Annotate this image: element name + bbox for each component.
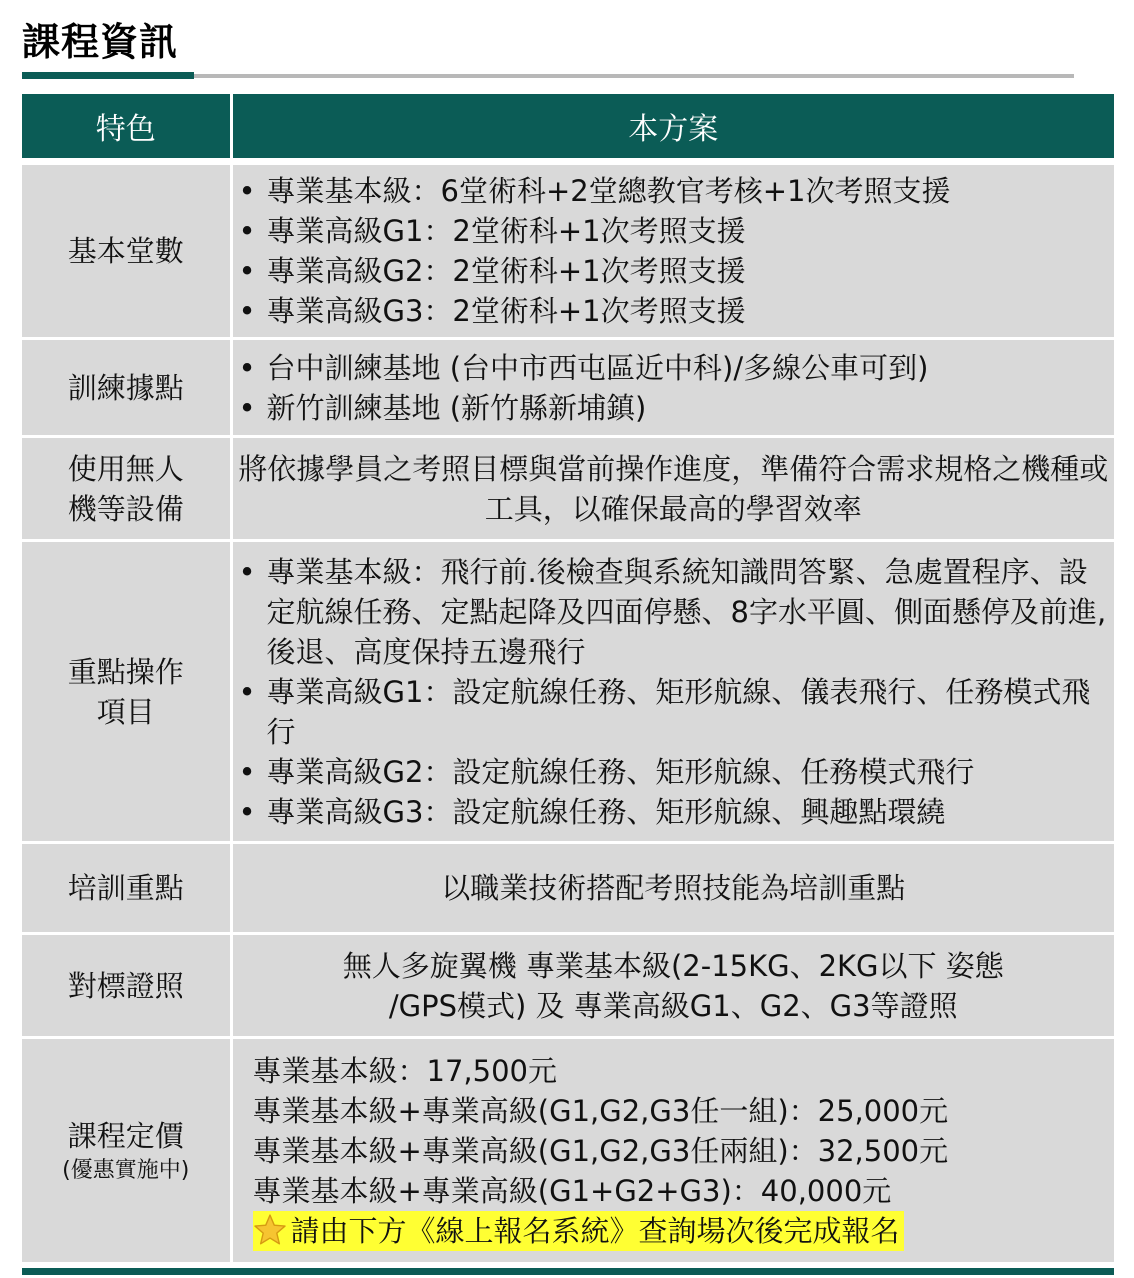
course-info-table xyxy=(22,94,1114,1265)
row-focus xyxy=(22,843,1114,934)
registration-notice xyxy=(253,1211,904,1251)
row-label-certificate: 對標證照 xyxy=(22,934,231,1038)
price-line: 專業基本級：17,500元 xyxy=(252,1053,557,1088)
list-item: • 專業高級G3：2堂術科+1次考照支援 xyxy=(233,291,1115,331)
row-pricing xyxy=(22,1038,1114,1264)
list-item: • 台中訓練基地 (台中市西屯區近中科)/多線公車可到) xyxy=(233,348,1115,388)
header-feature: 特色 xyxy=(22,94,231,162)
list-item: • 專業高級G2：2堂術科+1次考照支援 xyxy=(233,251,1115,291)
pricing-label: 課程定價 xyxy=(67,1118,184,1153)
list-item: • 新竹訓練基地 (新竹縣新埔鎮) xyxy=(233,388,1115,428)
row-content-equipment: 將依據學員之考照目標與當前操作進度，準備符合需求規格之機種或工具，以確保最高的學習效率 xyxy=(231,437,1114,541)
price-line: 專業基本級+專業高級(G1,G2,G3任一組)：25,000元 xyxy=(252,1093,949,1128)
row-label-pricing xyxy=(22,1038,231,1264)
operations-list xyxy=(233,552,1115,832)
label-line: 重點操作 xyxy=(67,654,184,689)
list-item: • 專業高級G2：設定航線任務、矩形航線、任務模式飛行 xyxy=(233,752,1115,792)
row-equipment xyxy=(22,437,1114,541)
row-operations xyxy=(22,541,1114,843)
label-line: 使用無人 xyxy=(67,451,184,486)
label-line: 項目 xyxy=(96,694,155,729)
bottom-divider xyxy=(22,1268,1114,1275)
row-content-pricing xyxy=(231,1038,1114,1264)
row-content-locations xyxy=(231,339,1114,437)
list-item: • 專業高級G3：設定航線任務、矩形航線、興趣點環繞 xyxy=(233,792,1115,832)
price-line: 專業基本級+專業高級(G1+G2+G3)：40,000元 xyxy=(252,1173,892,1208)
list-item: • 專業高級G1：設定航線任務、矩形航線、儀表飛行、任務模式飛行 xyxy=(233,672,1115,752)
list-item: • 專業基本級：6堂術科+2堂總教官考核+1次考照支援 xyxy=(233,171,1115,211)
title-accent-bar xyxy=(22,72,194,79)
sessions-list xyxy=(233,171,1115,331)
locations-list xyxy=(233,348,1115,428)
row-content-focus: 以職業技術搭配考照技能為培訓重點 xyxy=(231,843,1114,934)
list-item: • 專業基本級：飛行前.後檢查與系統知識問答緊、急處置程序、設定航線任務、定點起降及四面停懸、8字水平圓、側面懸停及前進,後退、高度保持五邊飛行 xyxy=(233,552,1115,672)
header-plan: 本方案 xyxy=(231,94,1114,162)
row-label-locations: 訓練據點 xyxy=(22,339,231,437)
list-item: • 專業高級G1：2堂術科+1次考照支援 xyxy=(233,211,1115,251)
row-content-operations xyxy=(231,541,1114,843)
row-locations xyxy=(22,339,1114,437)
pricing-sub-label: (優惠實施中) xyxy=(62,1157,190,1183)
certificate-line: /GPS模式) 及 專業高級G1、G2、G3等證照 xyxy=(388,988,958,1023)
label-line: 機等設備 xyxy=(67,491,184,526)
certificate-line: 無人多旋翼機 專業基本級(2-15KG、2KG以下 姿態 xyxy=(342,948,1004,983)
row-label-operations xyxy=(22,541,231,843)
row-sessions xyxy=(22,162,1114,339)
page-title: 課程資訊 xyxy=(22,20,179,64)
row-label-equipment xyxy=(22,437,231,541)
row-label-sessions: 基本堂數 xyxy=(22,162,231,339)
row-content-certificate xyxy=(231,934,1114,1038)
row-certificate xyxy=(22,934,1114,1038)
price-line: 專業基本級+專業高級(G1,G2,G3任兩組)：32,500元 xyxy=(252,1133,949,1168)
star-icon xyxy=(253,1213,287,1247)
row-label-focus: 培訓重點 xyxy=(22,843,231,934)
row-content-sessions xyxy=(231,162,1114,339)
section-header xyxy=(22,14,1074,80)
table-header-row xyxy=(22,94,1114,162)
registration-notice-text: 請由下方《線上報名系統》查詢場次後完成報名 xyxy=(290,1213,900,1248)
